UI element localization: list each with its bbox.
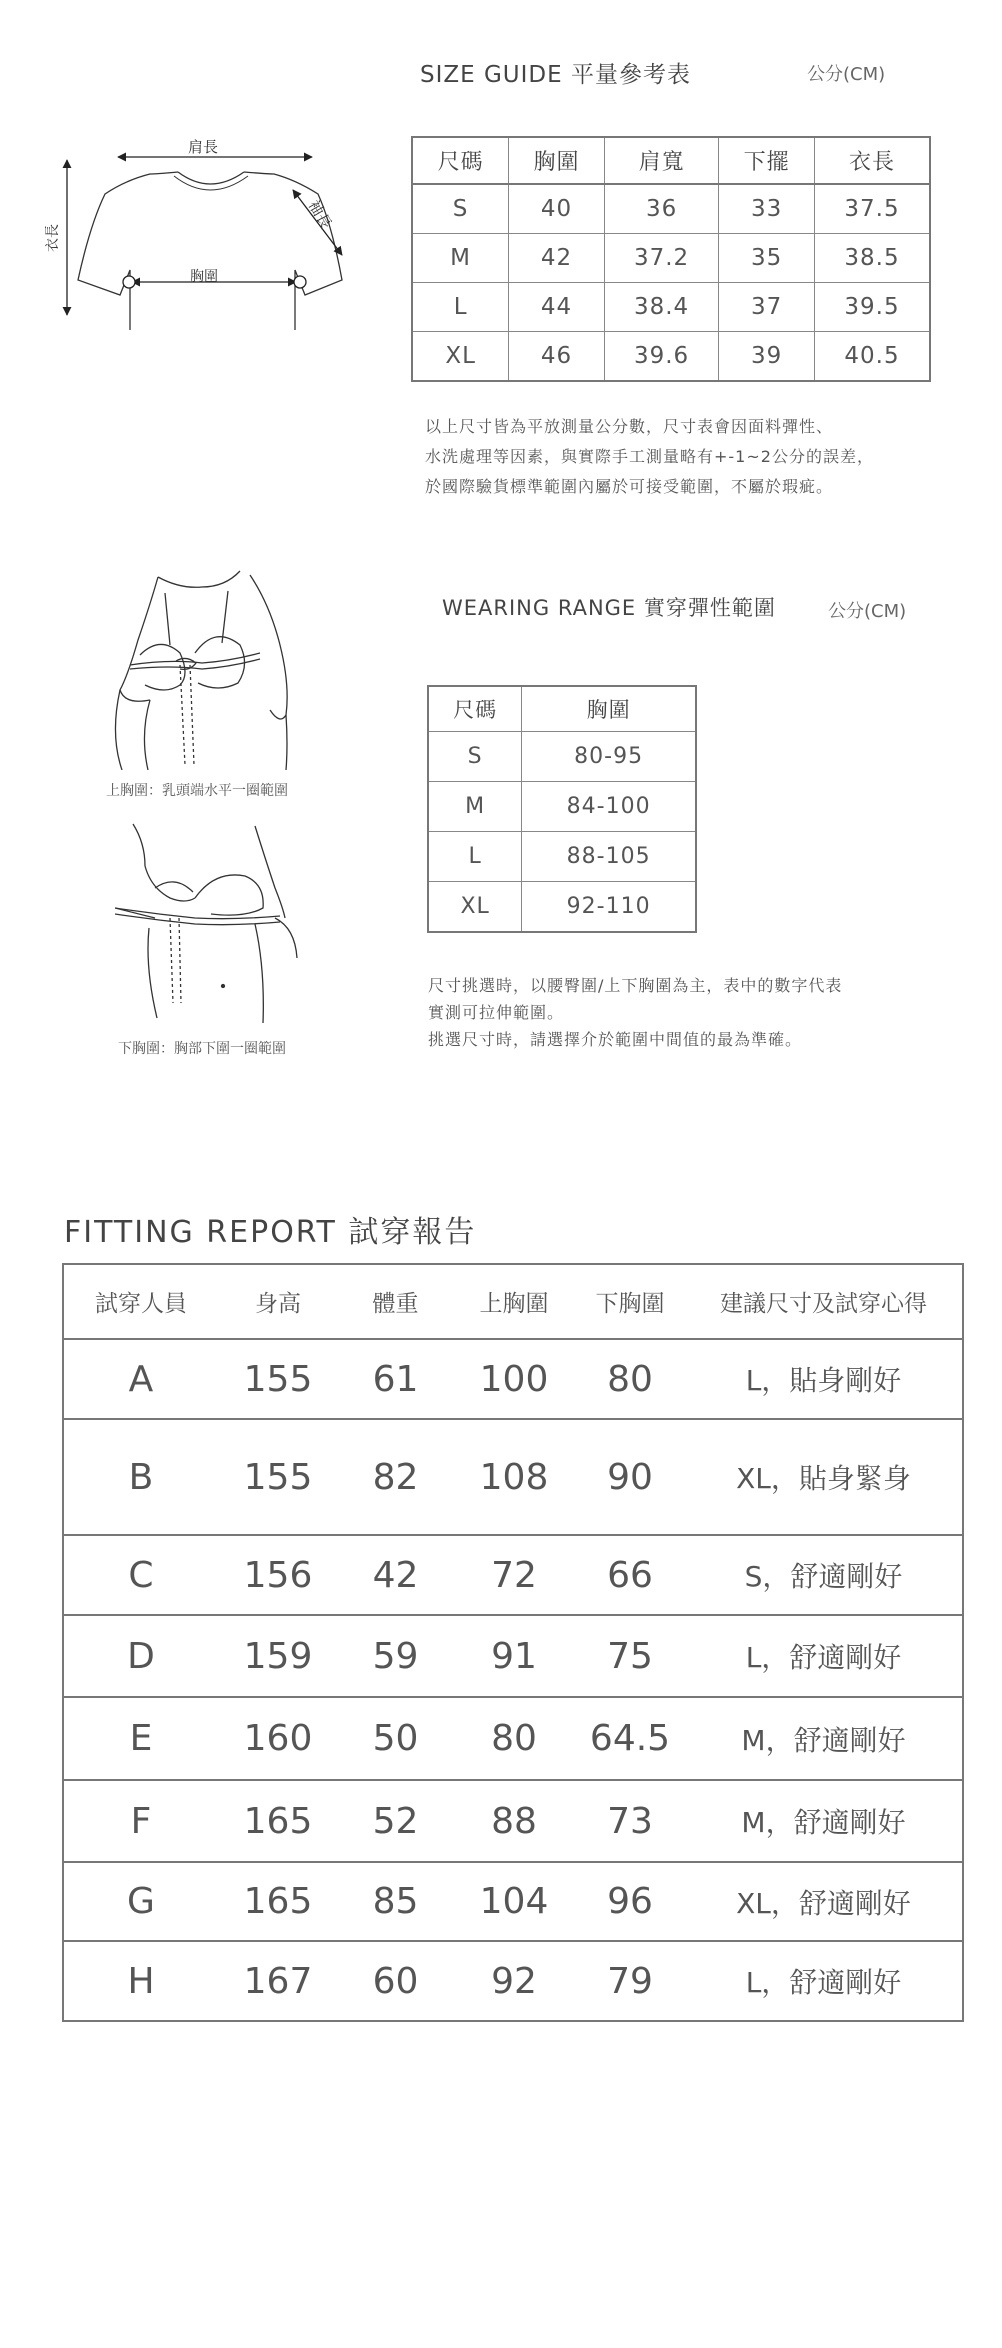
cell: 80 xyxy=(575,1339,685,1419)
size-guide-table xyxy=(411,136,931,382)
cell: S xyxy=(412,184,509,234)
tshirt-diagram xyxy=(30,130,360,330)
cell: 167 xyxy=(218,1941,338,2021)
cell: 160 xyxy=(218,1697,338,1780)
cell: 80-95 xyxy=(522,732,696,782)
cell: 156 xyxy=(218,1535,338,1615)
tshirt-outline xyxy=(78,172,342,330)
cell: 33 xyxy=(719,184,815,234)
header-cell: 尺碼 xyxy=(412,137,509,184)
lower-bust-illustration xyxy=(115,818,315,1028)
cell: 88-105 xyxy=(522,832,696,882)
cell: M，舒適剛好 xyxy=(685,1780,963,1862)
table-row xyxy=(428,782,696,832)
header-cell: 上胸圍 xyxy=(453,1264,575,1339)
cell: 85 xyxy=(338,1862,453,1941)
cell: 44 xyxy=(509,283,605,332)
cell: XL，貼身緊身 xyxy=(685,1419,963,1535)
cell: 59 xyxy=(338,1615,453,1697)
diagram-label-shoulder: 肩長 xyxy=(188,138,219,156)
cell: 100 xyxy=(453,1339,575,1419)
cell: 73 xyxy=(575,1780,685,1862)
cell: 79 xyxy=(575,1941,685,2021)
cell: S xyxy=(428,732,522,782)
upper-bust-caption: 上胸圍：乳頭端水平一圈範圍 xyxy=(106,783,288,799)
table-header-row xyxy=(412,137,930,184)
cell: 159 xyxy=(218,1615,338,1697)
cell: 165 xyxy=(218,1780,338,1862)
cell: 40.5 xyxy=(815,332,931,382)
cell: M，舒適剛好 xyxy=(685,1697,963,1780)
cell: 37 xyxy=(719,283,815,332)
cell: 96 xyxy=(575,1862,685,1941)
cell: 39.5 xyxy=(815,283,931,332)
cell: 35 xyxy=(719,234,815,283)
cell: 50 xyxy=(338,1697,453,1780)
header-cell: 建議尺寸及試穿心得 xyxy=(685,1264,963,1339)
table-row xyxy=(63,1615,963,1697)
cell: 92-110 xyxy=(522,882,696,933)
cell: A xyxy=(63,1339,218,1419)
cell: 75 xyxy=(575,1615,685,1697)
diagram-label-length: 衣長 xyxy=(45,224,61,252)
cell: S，舒適剛好 xyxy=(685,1535,963,1615)
cell: 155 xyxy=(218,1419,338,1535)
wearing-range-note xyxy=(428,972,948,1053)
cell: 39 xyxy=(719,332,815,382)
cell: 38.4 xyxy=(604,283,718,332)
table-row xyxy=(63,1419,963,1535)
cell: 91 xyxy=(453,1615,575,1697)
cell: 104 xyxy=(453,1862,575,1941)
cell: 36 xyxy=(604,184,718,234)
note-line: 於國際驗貨標準範圍內屬於可接受範圍，不屬於瑕疵。 xyxy=(425,477,834,496)
cell: L xyxy=(428,832,522,882)
cell: 72 xyxy=(453,1535,575,1615)
cell: 155 xyxy=(218,1339,338,1419)
table-row xyxy=(63,1862,963,1941)
cell: B xyxy=(63,1419,218,1535)
cell: E xyxy=(63,1697,218,1780)
cell: H xyxy=(63,1941,218,2021)
diagram-label-sleeve: 袖長 xyxy=(304,197,336,232)
table-row xyxy=(412,234,930,283)
cell: L xyxy=(412,283,509,332)
header-cell: 衣長 xyxy=(815,137,931,184)
note-line: 實測可拉伸範圍。 xyxy=(428,1003,565,1022)
cell: 39.6 xyxy=(604,332,718,382)
table-row xyxy=(412,283,930,332)
cell: 64.5 xyxy=(575,1697,685,1780)
cell: L，貼身剛好 xyxy=(685,1339,963,1419)
table-row xyxy=(412,184,930,234)
note-line: 以上尺寸皆為平放測量公分數，尺寸表會因面料彈性、 xyxy=(425,417,834,436)
note-line: 挑選尺寸時，請選擇介於範圍中間值的最為準確。 xyxy=(428,1030,803,1049)
wearing-range-unit: 公分(CM) xyxy=(828,601,907,622)
header-cell: 試穿人員 xyxy=(63,1264,218,1339)
cell: D xyxy=(63,1615,218,1697)
cell: 84-100 xyxy=(522,782,696,832)
cell: M xyxy=(412,234,509,283)
header-cell: 體重 xyxy=(338,1264,453,1339)
cell: XL，舒適剛好 xyxy=(685,1862,963,1941)
wearing-range-title: WEARING RANGE 實穿彈性範圍 xyxy=(442,596,776,620)
cell: 82 xyxy=(338,1419,453,1535)
cell: 61 xyxy=(338,1339,453,1419)
header-cell: 胸圍 xyxy=(509,137,605,184)
cell: 52 xyxy=(338,1780,453,1862)
cell: 92 xyxy=(453,1941,575,2021)
cell: 66 xyxy=(575,1535,685,1615)
cell: 90 xyxy=(575,1419,685,1535)
cell: C xyxy=(63,1535,218,1615)
cell: 80 xyxy=(453,1697,575,1780)
size-guide-unit: 公分(CM) xyxy=(807,64,886,85)
header-cell: 肩寬 xyxy=(604,137,718,184)
diagram-label-chest: 胸圍 xyxy=(190,269,218,285)
cell: 42 xyxy=(509,234,605,283)
table-row xyxy=(428,732,696,782)
cell: 37.5 xyxy=(815,184,931,234)
note-line: 水洗處理等因素，與實際手工測量略有+-1~2公分的誤差， xyxy=(425,447,874,466)
table-row xyxy=(428,832,696,882)
header-cell: 身高 xyxy=(218,1264,338,1339)
header-cell: 下胸圍 xyxy=(575,1264,685,1339)
cell: M xyxy=(428,782,522,832)
cell: 46 xyxy=(509,332,605,382)
header-cell: 胸圍 xyxy=(522,686,696,732)
header-cell: 尺碼 xyxy=(428,686,522,732)
cell: L，舒適剛好 xyxy=(685,1615,963,1697)
table-row xyxy=(63,1339,963,1419)
cell: 42 xyxy=(338,1535,453,1615)
wearing-range-table xyxy=(427,685,697,933)
note-line: 尺寸挑選時，以腰臀圍/上下胸圍為主，表中的數字代表 xyxy=(428,976,843,995)
cell: F xyxy=(63,1780,218,1862)
size-guide-title: SIZE GUIDE 平量參考表 xyxy=(420,62,691,88)
table-row xyxy=(63,1697,963,1780)
cell: 40 xyxy=(509,184,605,234)
cell: XL xyxy=(412,332,509,382)
lower-bust-caption: 下胸圍：胸部下圍一圈範圍 xyxy=(118,1041,286,1057)
header-cell: 下擺 xyxy=(719,137,815,184)
cell: 60 xyxy=(338,1941,453,2021)
table-row xyxy=(63,1780,963,1862)
fitting-report-title: FITTING REPORT 試穿報告 xyxy=(64,1215,477,1250)
cell: G xyxy=(63,1862,218,1941)
table-header-row xyxy=(428,686,696,732)
table-row xyxy=(63,1535,963,1615)
cell: 37.2 xyxy=(604,234,718,283)
cell: 108 xyxy=(453,1419,575,1535)
cell: 165 xyxy=(218,1862,338,1941)
table-row xyxy=(428,882,696,933)
cell: 88 xyxy=(453,1780,575,1862)
cell: 38.5 xyxy=(815,234,931,283)
cell: XL xyxy=(428,882,522,933)
cell: L，舒適剛好 xyxy=(685,1941,963,2021)
table-row xyxy=(412,332,930,382)
table-header-row xyxy=(63,1264,963,1339)
size-guide-note xyxy=(425,412,945,502)
table-row xyxy=(63,1941,963,2021)
fitting-report-table xyxy=(62,1263,964,2022)
upper-bust-illustration xyxy=(110,565,310,770)
